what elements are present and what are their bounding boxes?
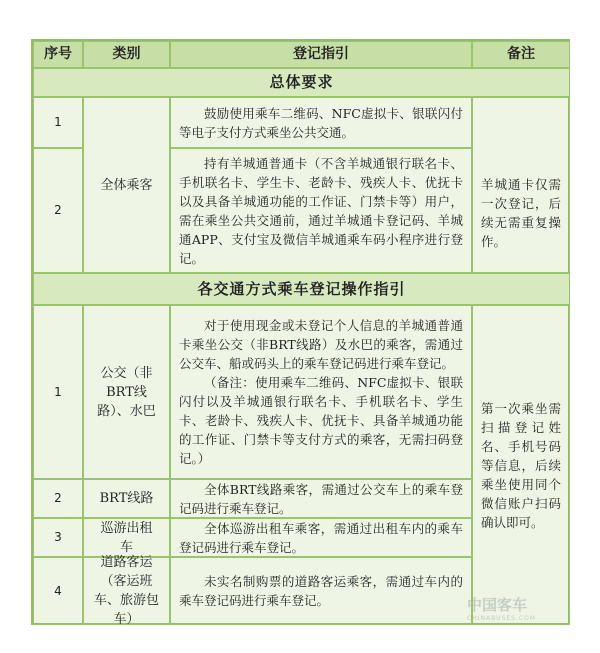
category-brt: BRT线路 bbox=[83, 479, 170, 518]
guide-text bbox=[170, 305, 472, 479]
guide-text bbox=[170, 148, 472, 273]
guide-text bbox=[170, 557, 472, 625]
guide-text-content: 对于使用现金或未登记个人信息的羊城通普通卡乘坐公交（非BRT线路）及水巴的乘客，需通过公交车、船或码头上的乘车登记码进行乘车登记。 bbox=[179, 318, 463, 371]
remark-cell bbox=[472, 305, 570, 625]
category-bus-waterbus bbox=[83, 305, 170, 479]
guide-text bbox=[170, 479, 472, 518]
category-label: 道路客运（客运班车、旅游包车） bbox=[94, 555, 160, 627]
category-all-passengers: 全体乘客 bbox=[83, 97, 170, 273]
category-label: 巡游出租车 bbox=[100, 520, 153, 555]
guide-text bbox=[170, 518, 472, 557]
category-taxi bbox=[83, 518, 170, 557]
remark-text: 羊城通卡仅需一次登记，后续无需重复操作。 bbox=[481, 177, 561, 249]
guide-text-content: 鼓励使用乘车二维码、NFC虚拟卡、银联闪付等电子支付方式乘坐公共交通。 bbox=[179, 105, 463, 140]
guide-text-content: 持有羊城通普通卡（不含羊城通银行联名卡、手机联名卡、学生卡、老龄卡、残疾人卡、优抚卡以及具备羊城通功能的工作证、门禁卡等）用户，需在乘坐公共交通前，通过羊城通卡登记码、羊城通APP、支付宝及微信羊城通乘车码小程序进行登记。 bbox=[179, 155, 463, 266]
row-number: 3 bbox=[33, 518, 83, 557]
row-number: 2 bbox=[33, 148, 83, 273]
row-number: 1 bbox=[33, 97, 83, 148]
guide-text-note: （备注：使用乘车二维码、NFC虚拟卡、银联闪付以及羊城通银行联名卡、手机联名卡、学生卡、老龄卡、残疾人卡、优抚卡、具备羊城通功能的工作证、门禁卡等支付方式的乘客，无需扫码登记。） bbox=[179, 375, 463, 466]
guide-text-content: 全体BRT线路乘客，需通过公交车上的乘车登记码进行乘车登记。 bbox=[179, 481, 463, 516]
category-road-passenger bbox=[83, 557, 170, 625]
guide-text-content: 全体巡游出租车乘客，需通过出租车内的乘车登记码进行乘车登记。 bbox=[179, 520, 463, 555]
section-modes-title: 各交通方式乘车登记操作指引 bbox=[33, 273, 570, 305]
header-guide: 登记指引 bbox=[170, 41, 472, 68]
guide-text bbox=[170, 97, 472, 148]
watermark-subtitle: CHINABUSES.COM bbox=[467, 615, 536, 622]
watermark-title: 中国客车 bbox=[467, 596, 528, 614]
header-no: 序号 bbox=[33, 41, 83, 68]
remark-text: 第一次乘坐需扫描登记姓名、手机号码等信息，后续乘坐使用同个微信账户扫码确认即可。 bbox=[481, 400, 561, 530]
category-label: 公交（非BRT线路）、水巴 bbox=[97, 365, 156, 419]
header-category: 类别 bbox=[83, 41, 170, 68]
guide-text-content: 未实名制购票的道路客运乘客，需通过车内的乘车登记码进行乘车登记。 bbox=[179, 574, 463, 608]
row-number: 1 bbox=[33, 305, 83, 479]
row-number: 4 bbox=[33, 557, 83, 625]
registration-guide-table bbox=[31, 39, 570, 625]
row-number: 2 bbox=[33, 479, 83, 518]
section-general-title: 总体要求 bbox=[33, 68, 570, 97]
remark-cell bbox=[472, 97, 570, 273]
header-remark: 备注 bbox=[472, 41, 570, 68]
watermark-logo bbox=[467, 594, 536, 622]
